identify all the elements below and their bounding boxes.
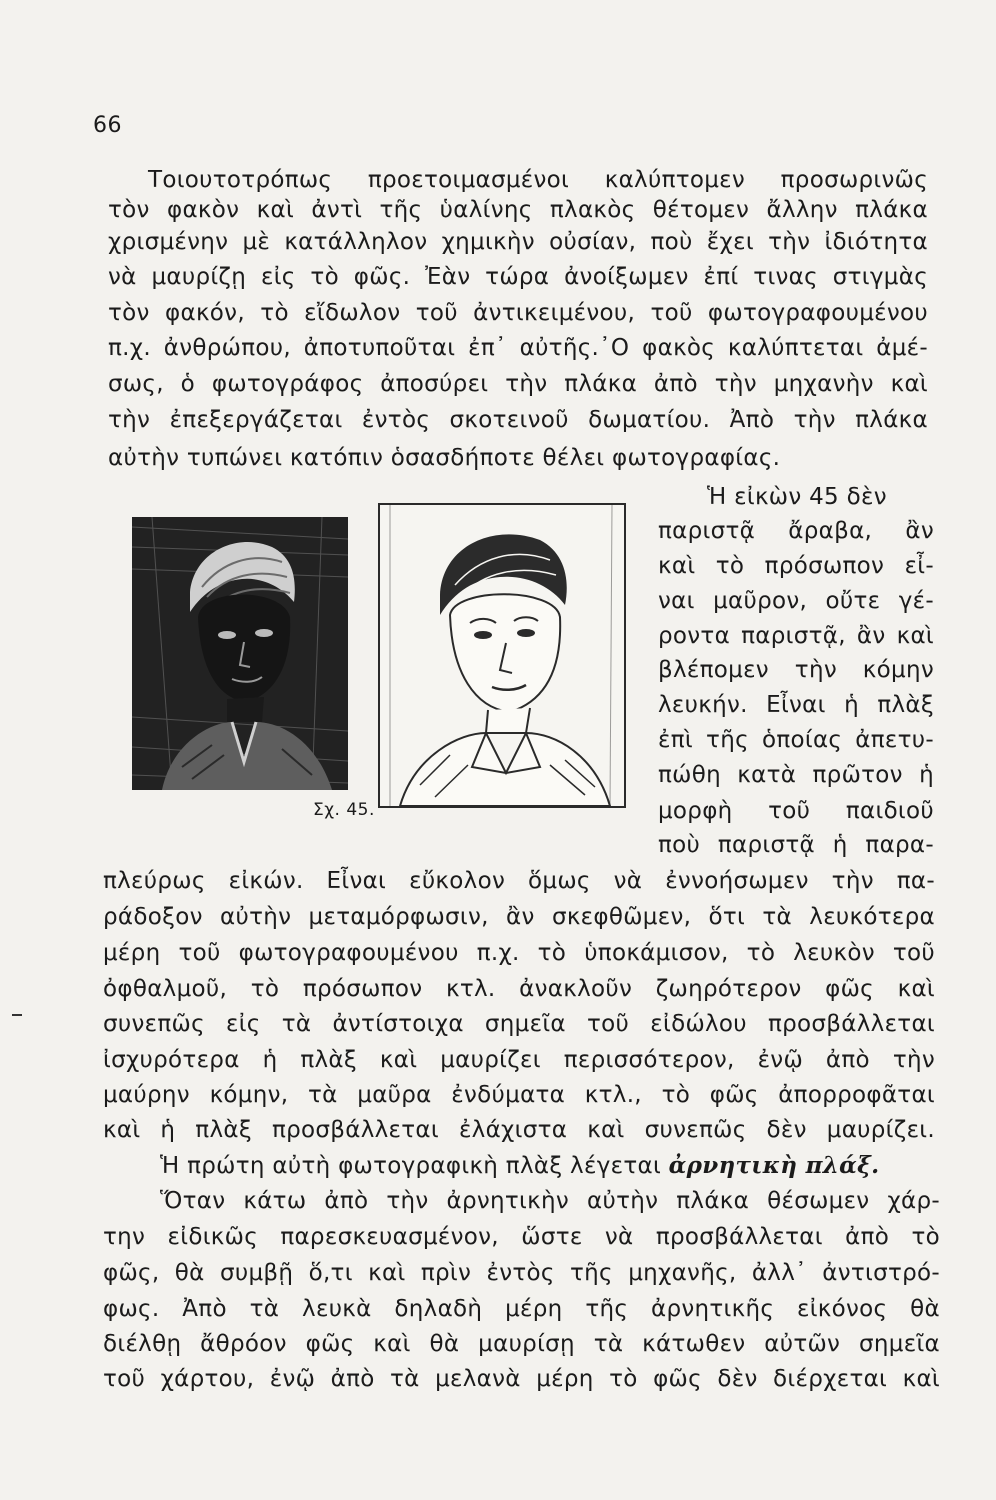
negative-portrait-image (132, 517, 348, 790)
text-line: συνεπῶς εἰς τὰ ἀντίστοιχα σημεῖα τοῦ εἰδώλου προσβάλλεται (103, 1011, 935, 1037)
text-line: νὰ μαυρίζῃ εἰς τὸ φῶς. Ἐὰν τώρα ἀνοίξωμεν ἐπί τινας στιγμὰς (108, 264, 928, 290)
side-text-line: βλέπομεν τὴν κόμην (658, 657, 934, 683)
text-line: μέρη τοῦ φωτογραφουμένου π.χ. τὸ ὑποκάμισον, τὸ λευκὸν τοῦ (103, 940, 935, 966)
text-line: σως, ὁ φωτογράφος ἀποσύρει τὴν πλάκα ἀπὸ τὴν μηχανὴν καὶ (108, 371, 928, 397)
text-line: φῶς, θὰ συμβῇ ὅ,τι καὶ πρὶν ἐντὸς τῆς μηχανῆς, ἀλλ᾿ ἀντιστρό- (103, 1260, 940, 1286)
margin-mark (12, 1014, 22, 1016)
text-line: ἰσχυρότερα ἡ πλὰξ καὶ μαυρίζει περισσότερον, ἐνῷ ἀπὸ τὴν (103, 1047, 935, 1073)
text-line: καὶ ἡ πλὰξ προσβάλλεται ἐλάχιστα καὶ συνεπῶς δὲν μαυρίζει. (103, 1117, 935, 1143)
text-line: ὀφθαλμοῦ, τὸ πρόσωπον κτλ. ἀνακλοῦν ζωηρότερον φῶς καὶ (103, 976, 935, 1002)
side-text-line: παριστᾷ ἄραβα, ἂν (658, 518, 934, 544)
text-line: Τοιουτοτρόπως προετοιμασμένοι καλύπτομεν προσωρινῶς (148, 167, 928, 193)
side-text-line: πώθη κατὰ πρῶτον ἡ (658, 762, 934, 788)
negative-plate-term: ἀρνητικὴ πλάξ. (668, 1152, 880, 1179)
positive-portrait-drawing (380, 505, 624, 806)
side-text-line: ροντα παριστᾷ, ἂν καὶ (658, 623, 934, 649)
side-text-line: λευκήν. Εἶναι ἡ πλὰξ (658, 692, 934, 718)
definition-lead: Ἡ πρώτη αὐτὴ φωτογραφικὴ πλὰξ λέγεται (160, 1153, 669, 1179)
text-line: τὸν φακὸν καὶ ἀντὶ τῆς ὑαλίνης πλακὸς θέτομεν ἄλλην πλάκα (108, 197, 928, 223)
text-line: πλεύρως εἰκών. Εἶναι εὔκολον ὅμως νὰ ἐννοήσωμεν τὴν πα- (103, 868, 935, 894)
figure-caption: Σχ. 45. (313, 800, 375, 820)
text-line: μαύρην κόμην, τὰ μαῦρα ἐνδύματα κτλ., τὸ φῶς ἀπορροφᾶται (103, 1082, 935, 1108)
text-line: π.χ. ἀνθρώπου, ἀποτυποῦται ἐπ᾿ αὐτῆς.᾿Ο φακὸς καλύπτεται ἀμέ- (108, 335, 928, 361)
text-line (160, 1151, 879, 1181)
text-line: την εἰδικῶς παρεσκευασμένον, ὥστε νὰ προσβάλλεται ἀπὸ τὸ (103, 1224, 940, 1250)
side-text-line: ποὺ παριστᾷ ἡ παρα- (658, 832, 934, 858)
text-line: ράδοξον αὐτὴν μεταμόρφωσιν, ἂν σκεφθῶμεν, ὅτι τὰ λευκότερα (103, 904, 935, 930)
text-line: τὸν φακόν, τὸ εἴδωλον τοῦ ἀντικειμένου, τοῦ φωτογραφουμένου (108, 300, 928, 326)
text-line: τοῦ χάρτου, ἐνῷ ἀπὸ τὰ μελανὰ μέρη τὸ φῶς δὲν διέρχεται καὶ (103, 1366, 940, 1392)
side-text-line: καὶ τὸ πρόσωπον εἶ- (658, 553, 934, 579)
text-line: Ὅταν κάτω ἀπὸ τὴν ἀρνητικὴν αὐτὴν πλάκα θέσωμεν χάρ- (160, 1188, 940, 1214)
side-text-line: ἐπὶ τῆς ὁποίας ἀπετυ- (658, 727, 934, 753)
negative-portrait-drawing (132, 517, 348, 790)
side-text-line: μορφὴ τοῦ παιδιοῦ (658, 798, 934, 824)
text-line: χρισμένην μὲ κατάλληλον χημικὴν οὐσίαν, ποὺ ἔχει τὴν ἰδιότητα (108, 229, 928, 255)
side-text-line: Ἡ εἰκὼν 45 δὲν (707, 484, 887, 510)
page-number: 66 (93, 113, 122, 138)
positive-portrait-image (378, 503, 626, 808)
text-line: τὴν ἐπεξεργάζεται ἐντὸς σκοτεινοῦ δωματίου. Ἀπὸ τὴν πλάκα (108, 407, 928, 433)
text-line: φως. Ἀπὸ τὰ λευκὰ δηλαδὴ μέρη τῆς ἀρνητικῆς εἰκόνος θὰ (103, 1296, 940, 1322)
side-text-line: ναι μαῦρον, οὔτε γέ- (658, 588, 934, 614)
text-line: αὐτὴν τυπώνει κατόπιν ὁσασδήποτε θέλει φωτογραφίας. (108, 445, 781, 471)
text-line: διέλθῃ ἄθρόον φῶς καὶ θὰ μαυρίσῃ τὰ κάτωθεν αὐτῶν σημεῖα (103, 1331, 940, 1357)
